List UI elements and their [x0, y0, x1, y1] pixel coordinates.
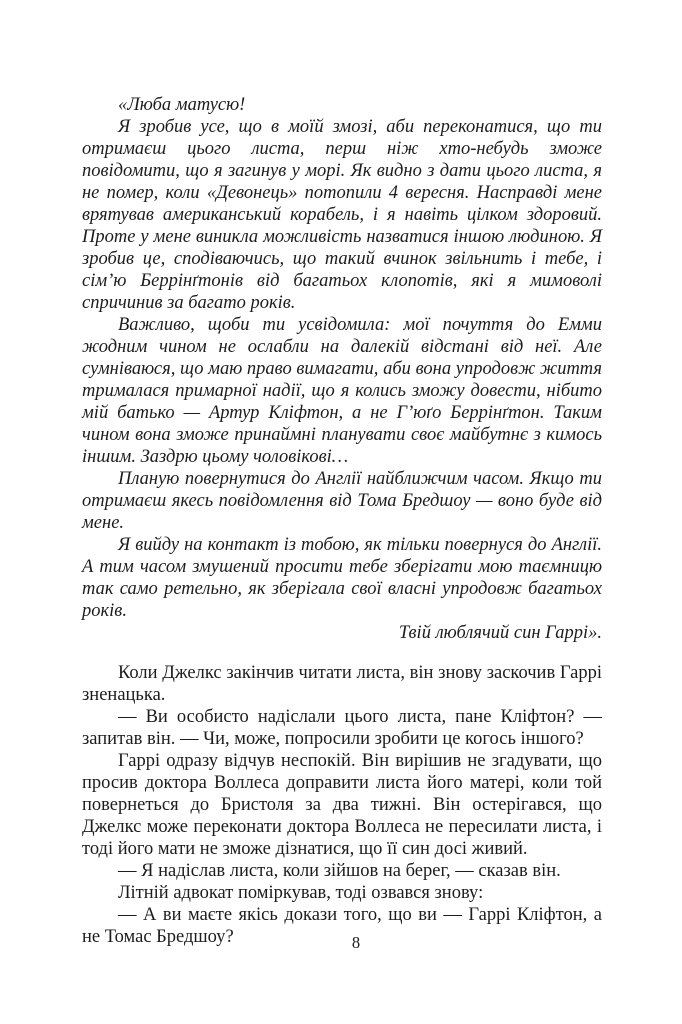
letter-salutation: «Люба матусю!: [118, 95, 246, 115]
letter-paragraph: Я вийду на контакт із тобою, як тільки повернуся до Англії. А тим часом змушений просити тебе зберігати мою таємницю так само ретельно, як зберігала свої власні упродовж багатьох років.: [82, 535, 602, 621]
narration-paragraph: Коли Джелкс закінчив читати листа, він знову заскочив Гаррі зненацька.: [82, 663, 602, 705]
narration-paragraph: — Я надіслав листа, коли зійшов на берег, — сказав він.: [118, 861, 561, 881]
letter-paragraph: Я зробив усе, що в моїй змозі, аби переконатися, що ти отримаєш цього листа, перш ніж хто-небудь зможе повідомити, що я загинув у морі. Як видно з дати цього листа, я не помер, коли «Девонець» потопили 4 вересня. Насправді мене врятував американський корабель, і я навіть цілком здоровий. Проте у мене виникла можливість назватися іншою людиною. Я зробив це, сподіваючись, що такий вчинок звільнить і тебе, і сім’ю Беррінґтонів від багатьох клопотів, які я мимоволі спричинив за багато років.: [82, 117, 602, 313]
narration-paragraph: — А ви маєте якісь докази того, що ви — Гаррі Кліфтон, а не Томас Бредшоу?: [82, 905, 602, 947]
narration-paragraph: Літній адвокат поміркував, тоді озвався знову:: [118, 883, 484, 903]
narration-paragraph: — Ви особисто надіслали цього листа, пане Кліфтон? — запитав він. — Чи, може, попросили зробити це когось іншого?: [82, 707, 602, 749]
page-number: 8: [351, 933, 361, 952]
letter-signature: Твій люблячий син Гаррі».: [398, 623, 602, 643]
letter-paragraph: Планую повернутися до Англії найближчим часом. Якщо ти отримаєш якесь повідомлення від Тома Бредшоу — воно буде від мене.: [82, 469, 602, 533]
letter-paragraph: Важливо, щоби ти усвідомила: мої почуття до Емми жодним чином не ослабли на далекій відстані від неї. Але сумніваюся, що маю право вимагати, аби вона упродовж життя трималася примарної надії, що я колись зможу довести, нібито мій батько — Артур Кліфтон, а не Г’юґо Беррінґтон. Таким чином вона зможе принаймні планувати своє майбутнє з кимось іншим. Заздрю цьому чоловікові…: [82, 315, 602, 467]
page-text-block: [82, 94, 602, 948]
narration-paragraph: Гаррі одразу відчув неспокій. Він вирішив не згадувати, що просив доктора Воллеса доправити листа його матері, коли той повернеться до Бристоля за два тижні. Він остерігався, що Джелкс може переконати доктора Воллеса не пересилати листа, і тоді його мати не зможе дізнатися, що її син досі живий.: [82, 751, 602, 859]
